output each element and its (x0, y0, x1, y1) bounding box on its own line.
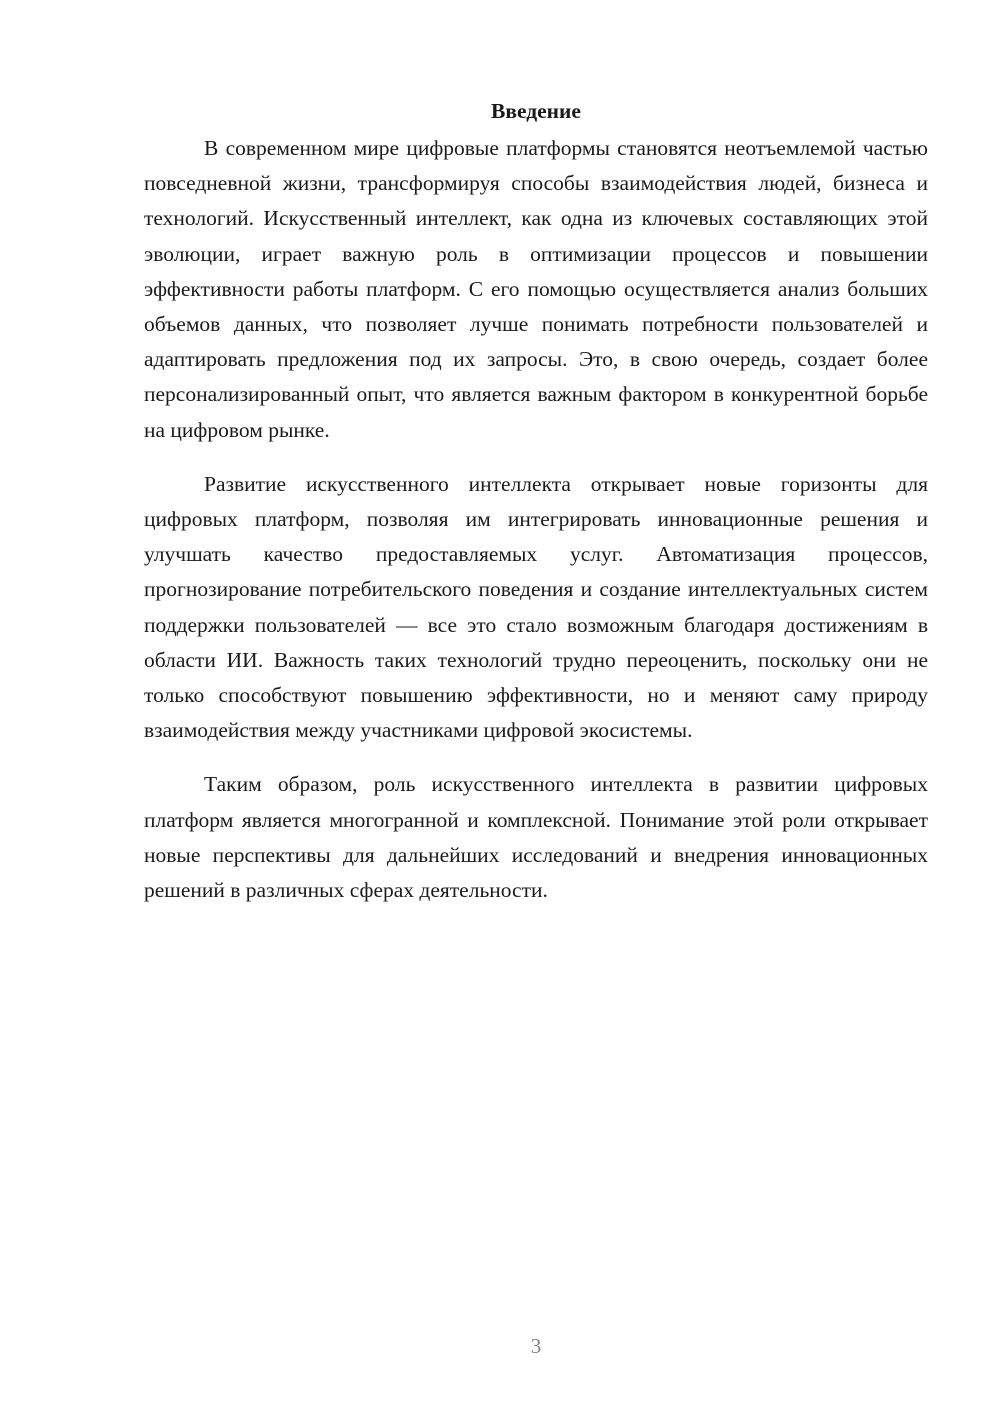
page-content (144, 96, 928, 908)
page-number: 3 (530, 1334, 542, 1358)
paragraph-3: Таким образом, роль искусственного интеллекта в развитии цифровых платформ является многогранной и комплексной. Понимание этой роли открывает новые перспективы для дальнейших исследований и внедрения инновационных решений в различных сферах деятельности. (144, 772, 928, 903)
paragraph-2: Развитие искусственного интеллекта открывает новые горизонты для цифровых платформ, позволяя им интегрировать инновационные решения и улучшать качество предоставляемых услуг. Автоматизация процессов, прогнозирование потребительского поведения и создание интеллектуальных систем поддержки пользователей — все это стало возможным благодаря достижениям в области ИИ. Важность таких технологий трудно переоценить, поскольку они не только способствуют повышению эффективности, но и меняют саму природу взаимодействия между участниками цифровой экосистемы. (144, 471, 928, 743)
paragraph-1: В современном мире цифровые платформы становятся неотъемлемой частью повседневной жизни, трансформируя способы взаимодействия людей, бизнеса и технологий. Искусственный интеллект, как одна из ключевых составляющих этой эволюции, играет важную роль в оптимизации процессов и повышении эффективности работы платформ. С его помощью осуществляется анализ больших объемов данных, что позволяет лучше понимать потребности пользователей и адаптировать предложения под их запросы. Это, в свою очередь, создает более персонализированный опыт, что является важным фактором в конкурентной борьбе на цифровом рынке. (144, 136, 928, 442)
section-title: Введение (491, 99, 581, 123)
